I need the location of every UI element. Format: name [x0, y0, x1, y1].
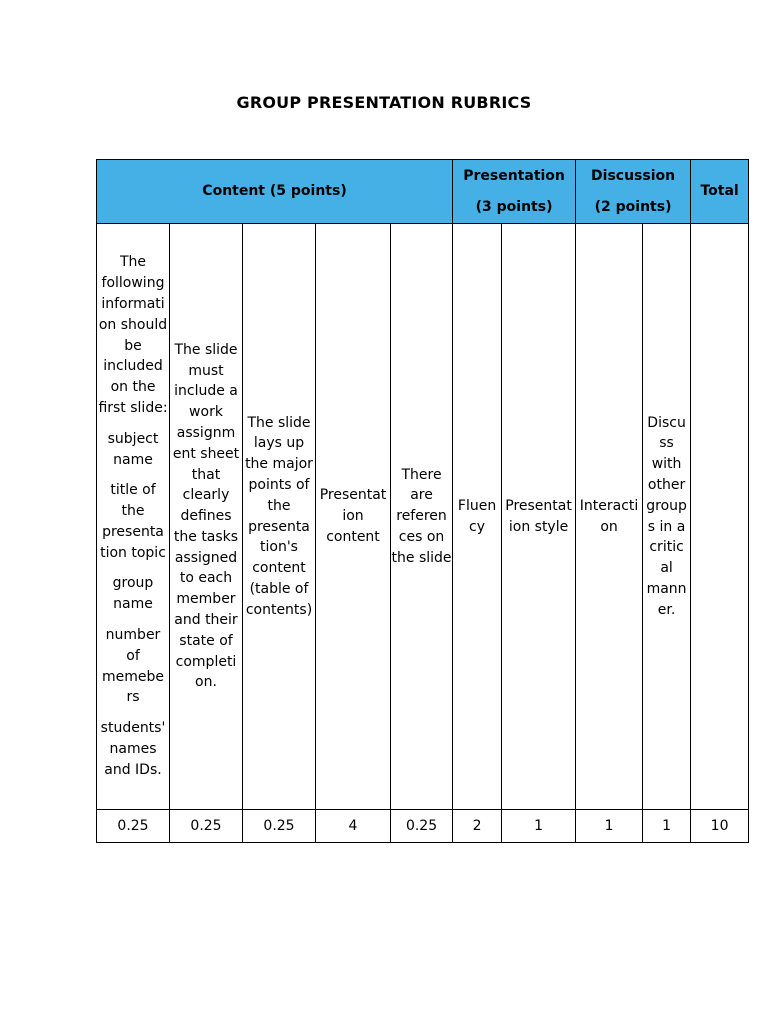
header-discussion [576, 160, 691, 224]
header-content: Content (5 points) [97, 160, 453, 224]
page-title: GROUP PRESENTATION RUBRICS [236, 93, 532, 112]
criteria-row [97, 224, 749, 810]
criterion-discuss: Discu ss with other group s in a critic al mann er. [643, 224, 691, 810]
header-presentation-title: Presentation [463, 167, 565, 184]
score-cell: 1 [502, 810, 576, 843]
criterion-references: There are referen ces on the slide [391, 224, 453, 810]
criterion-first-slide-intro: The following informati on should be included on the first slide: [98, 254, 168, 416]
score-cell: 1 [576, 810, 643, 843]
criterion-presentation-content: Presentat ion content [316, 224, 391, 810]
criterion-total [691, 224, 749, 810]
header-presentation-points: (3 points) [475, 198, 553, 215]
criterion-table-of-contents: The slide lays up the major points of the presenta tion's content (table of contents) [243, 224, 316, 810]
first-slide-item: number of memebe rs [101, 627, 164, 706]
criterion-first-slide [97, 224, 170, 810]
first-slide-item: students' names and IDs. [100, 720, 166, 778]
criterion-presentation-style: Presentat ion style [502, 224, 576, 810]
first-slide-item: group name [112, 575, 154, 613]
criterion-fluency: Fluen cy [453, 224, 502, 810]
header-row [97, 160, 749, 224]
first-slide-item: subject name [107, 430, 159, 468]
criterion-interaction: Interacti on [576, 224, 643, 810]
score-cell: 2 [453, 810, 502, 843]
score-cell: 0.25 [170, 810, 243, 843]
score-total-cell: 10 [691, 810, 749, 843]
header-presentation [453, 160, 576, 224]
header-discussion-points: (2 points) [594, 198, 672, 215]
first-slide-item: title of the presenta tion topic [100, 482, 166, 561]
header-total: Total [691, 160, 749, 224]
score-row [97, 810, 749, 843]
score-cell: 1 [643, 810, 691, 843]
score-cell: 0.25 [243, 810, 316, 843]
score-cell: 0.25 [391, 810, 453, 843]
score-cell: 4 [316, 810, 391, 843]
rubric-table [96, 159, 749, 843]
header-discussion-title: Discussion [591, 167, 676, 184]
score-cell: 0.25 [97, 810, 170, 843]
criterion-work-assignment: The slide must include a work assignm ent sheet that clearly defines the tasks assigned to each member and their state of completi on. [170, 224, 243, 810]
